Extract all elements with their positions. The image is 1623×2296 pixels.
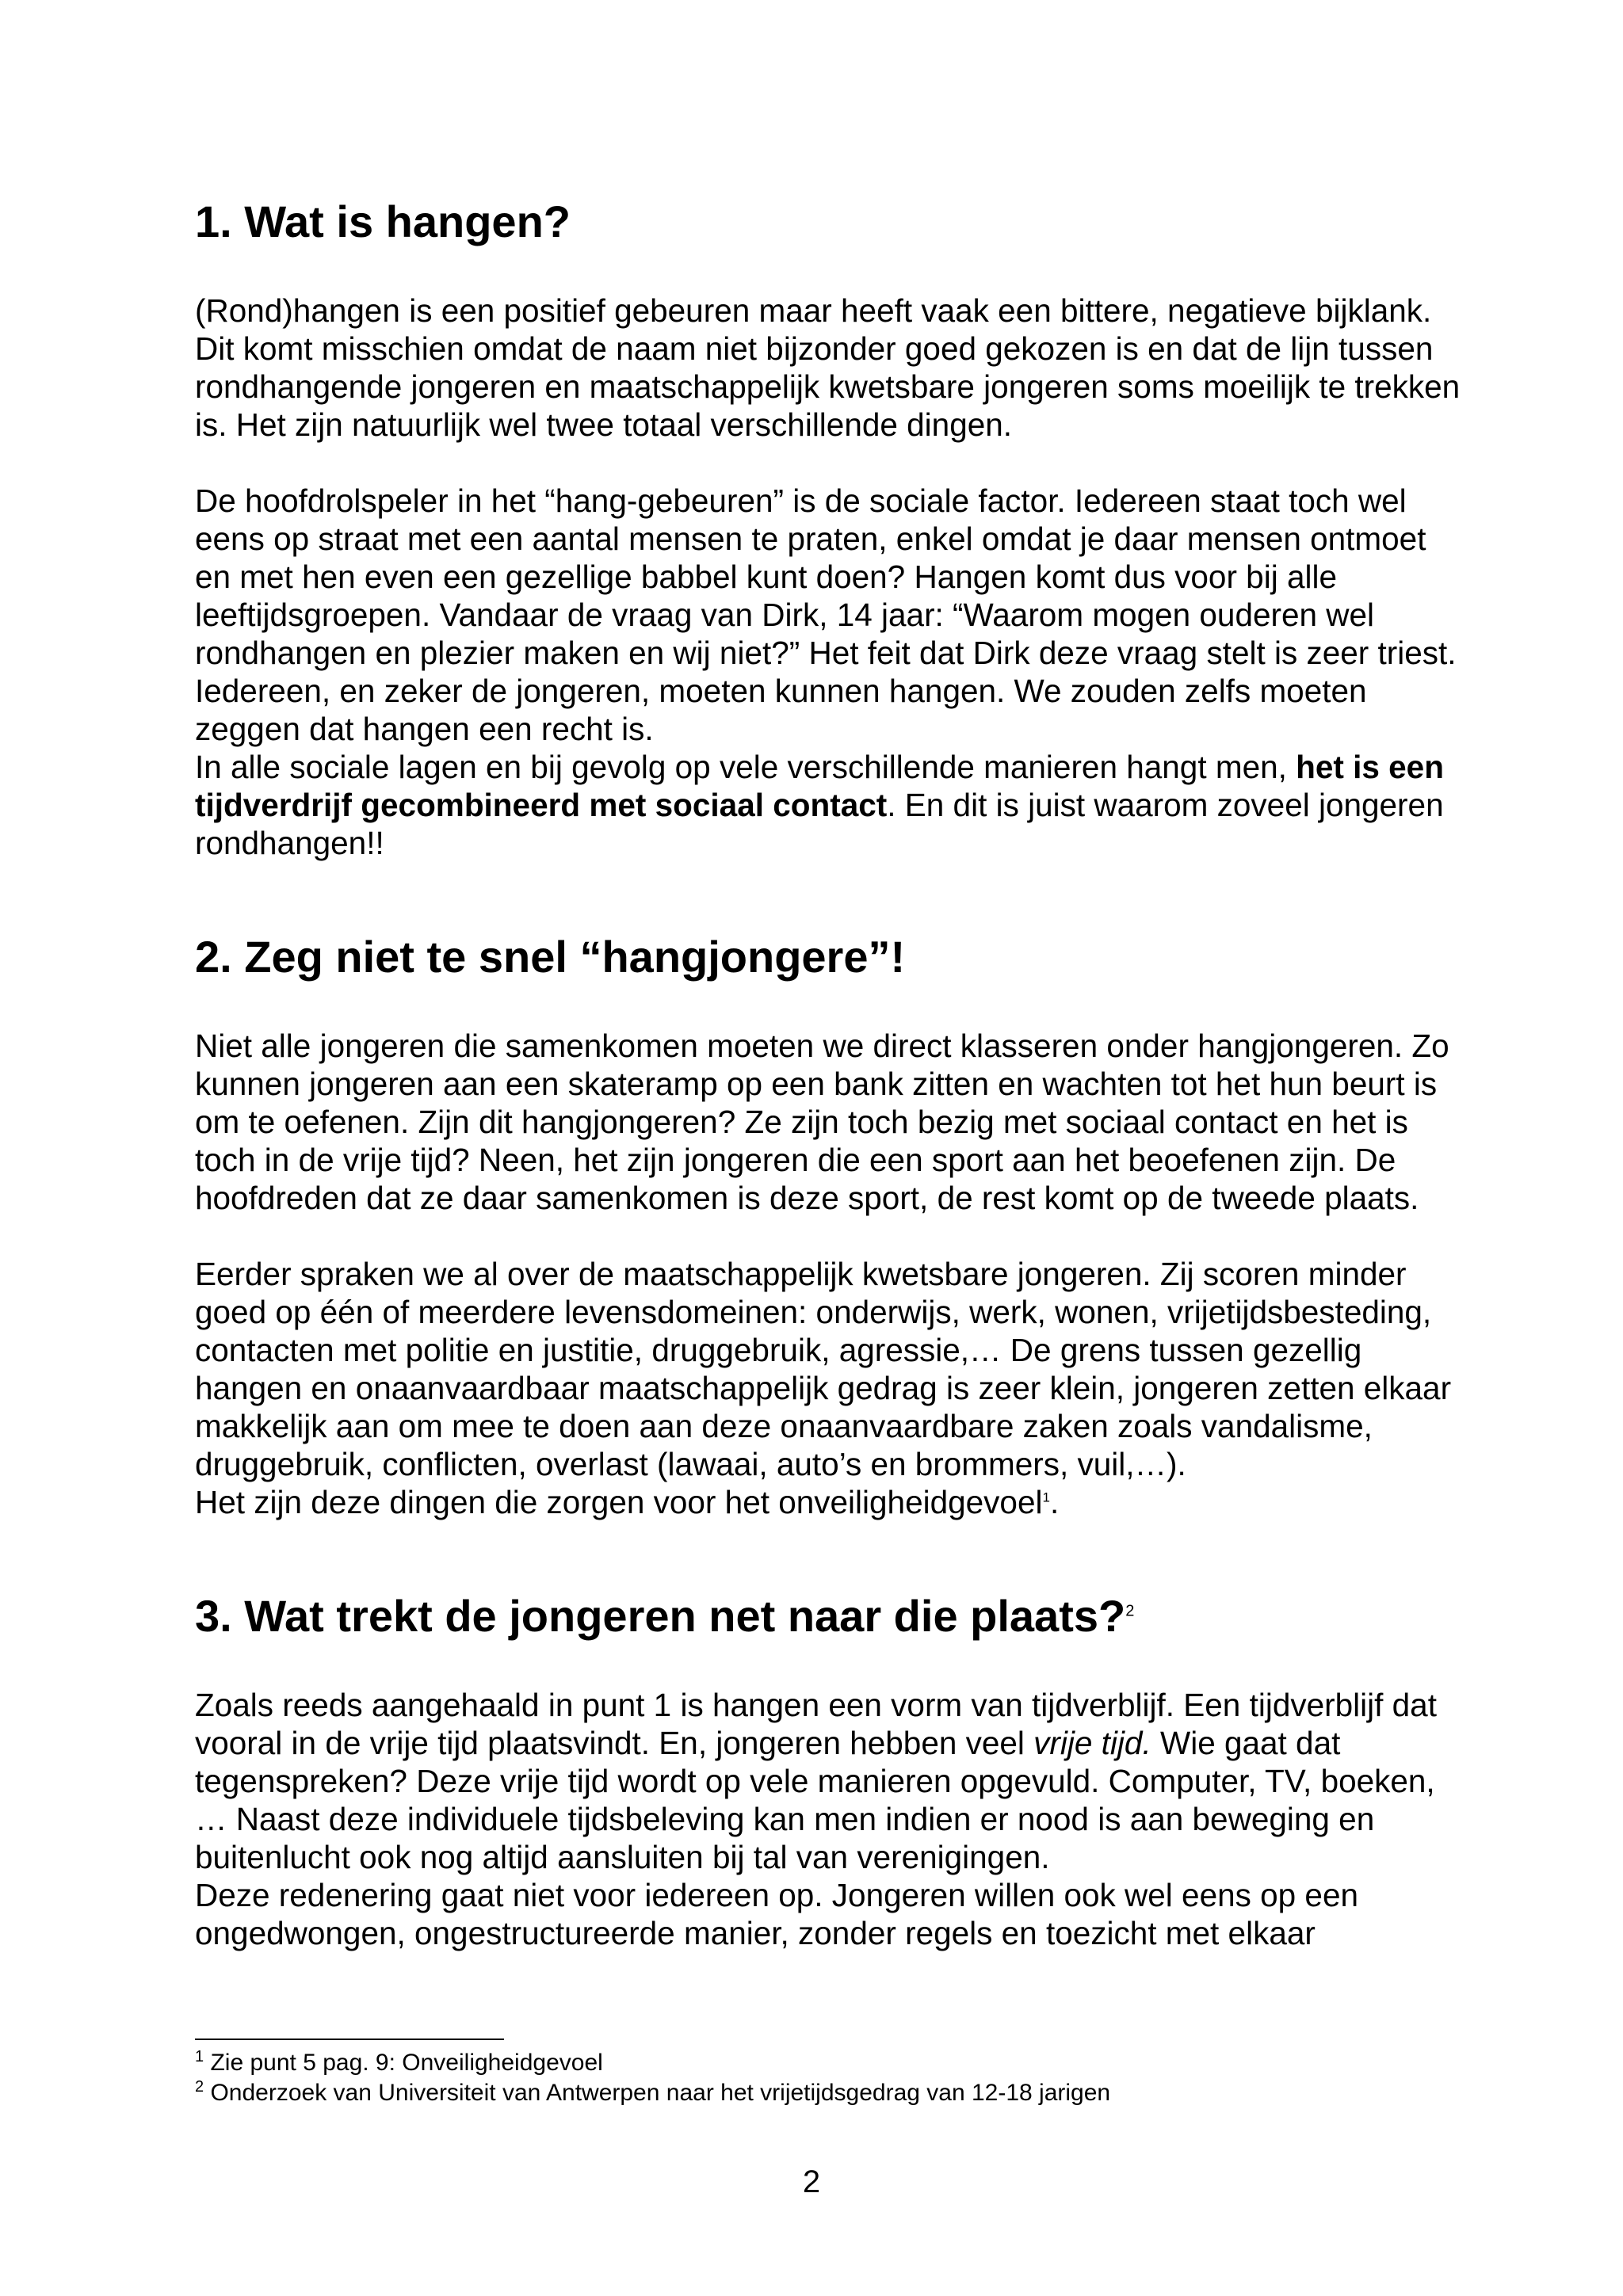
- footnote-1: [195, 2048, 1463, 2078]
- footnote-ref-1[interactable]: 1: [1042, 1489, 1050, 1505]
- footnote-1-number: 1: [195, 2048, 204, 2065]
- section-2-paragraph-3-text: Het zijn deze dingen die zorgen voor het onveiligheidgevoel: [195, 1484, 1043, 1520]
- footnote-2-text: Onderzoek van Universiteit van Antwerpen naar het vrijetijdsgedrag van 12-18 jarigen: [204, 2080, 1111, 2106]
- section-3-paragraph-2: Deze redenering gaat niet voor iedereen op. Jongeren willen ook wel eens op een ongedwongen, ongestructureerde manier, zonder regels en toezicht met elkaar: [195, 1877, 1358, 1951]
- footnote-2-number: 2: [195, 2078, 204, 2096]
- section-2-paragraph-1: Niet alle jongeren die samenkomen moeten we direct klasseren onder hangjongeren. Zo kunnen jongeren aan een skateramp op een bank zitten en wachten tot het hun beurt is om te oefenen. Zijn dit hangjongeren? Ze zijn toch bezig met sociaal contact en het is toch in de vrije tijd? Neen, het zijn jongeren die een sport aan het beoefenen zijn. De hoofdreden dat ze daar samenkomen is deze sport, de rest komt op de tweede plaats.: [195, 1028, 1449, 1216]
- section-3-paragraph-1-text-after: Wie gaat dat tegenspreken? Deze vrije tijd wordt op vele manieren opgevuld. Computer, TV, boeken, … Naast deze individuele tijdsbeleving kan men indien er nood is aan beweging en buitenlucht ook nog altijd aansluiten bij tal van verenigingen.: [195, 1725, 1435, 1875]
- section-1-paragraph-1: (Rond)hangen is een positief gebeuren maar heeft vaak een bittere, negatieve bijklank. Dit komt misschien omdat de naam niet bijzonder goed gekozen is en dat de lijn tussen rondhangende jongeren en maatschappelijk kwetsbare jongeren soms moeilijk te trekken is. Het zijn natuurlijk wel twee totaal verschillende dingen.: [195, 292, 1461, 443]
- section-1-paragraph-3-bold: het is een tijdverdrijf gecombineerd met sociaal contact: [195, 749, 1444, 823]
- section-1-paragraph-3: [195, 748, 1463, 862]
- footnotes: [195, 2048, 1463, 2108]
- footnote-2: [195, 2078, 1463, 2108]
- section-1-paragraph-3-text-after: . En dit is juist waarom zoveel jongeren rondhangen!!: [195, 787, 1444, 861]
- footnote-ref-2[interactable]: 2: [1125, 1602, 1135, 1620]
- section-3-paragraph-1-text-before: Zoals reeds aangehaald in punt 1 is hangen een vorm van tijdverblijf. Een tijdverblijf dat vooral in de vrije tijd plaatsvindt. En, jongeren hebben veel: [195, 1687, 1437, 1761]
- section-3-title-text: 3. Wat trekt de jongeren net naar die plaats?: [195, 1591, 1126, 1641]
- section-1-paragraph-3-text-before: In alle sociale lagen en bij gevolg op vele verschillende manieren hangt men,: [195, 749, 1296, 785]
- section-2-paragraph-2: Eerder spraken we al over de maatschappelijk kwetsbare jongeren. Zij scoren minder goed op één of meerdere levensdomeinen: onderwijs, werk, wonen, vrijetijdsbesteding, contacten met politie en justitie, druggebruik, agressie,… De grens tussen gezellig hangen en onaanvaardbaar maatschappelijk gedrag is zeer klein, jongeren zetten elkaar makkelijk aan om mee te doen aan deze onaanvaardbare zaken zoals vandalisme, druggebruik, conflicten, overlast (lawaai, auto’s en brommers, vuil,…).: [195, 1256, 1452, 1482]
- section-2-paragraph-3-text-after: .: [1049, 1484, 1060, 1520]
- page-content: [195, 195, 1463, 1952]
- section-3-title: [195, 1589, 1463, 1643]
- section-1-title: 1. Wat is hangen?: [195, 196, 571, 246]
- section-3-paragraph-1: [195, 1686, 1463, 1876]
- section-1-paragraph-2: De hoofdrolspeler in het “hang-gebeuren” is de sociale factor. Iedereen staat toch wel eens op straat met een aantal mensen te praten, enkel omdat je daar mensen ontmoet en met hen even een gezellige babbel kunt doen? Hangen komt dus voor bij alle leeftijdsgroepen. Vandaar de vraag van Dirk, 14 jaar: “Waarom mogen ouderen wel rondhangen en plezier maken en wij niet?” Het feit dat Dirk deze vraag stelt is zeer triest. Iedereen, en zeker de jongeren, moeten kunnen hangen. We zouden zelfs moeten zeggen dat hangen een recht is.: [195, 482, 1457, 747]
- section-2-paragraph-3: [195, 1483, 1463, 1521]
- footnote-separator: [195, 2039, 504, 2040]
- page-number: 2: [802, 2164, 821, 2199]
- section-2-title: 2. Zeg niet te snel “hangjongere”!: [195, 932, 906, 982]
- footnote-1-text: Zie punt 5 pag. 9: Onveiligheidgevoel: [204, 2050, 603, 2076]
- section-3-paragraph-1-italic: vrije tijd.: [1033, 1725, 1151, 1761]
